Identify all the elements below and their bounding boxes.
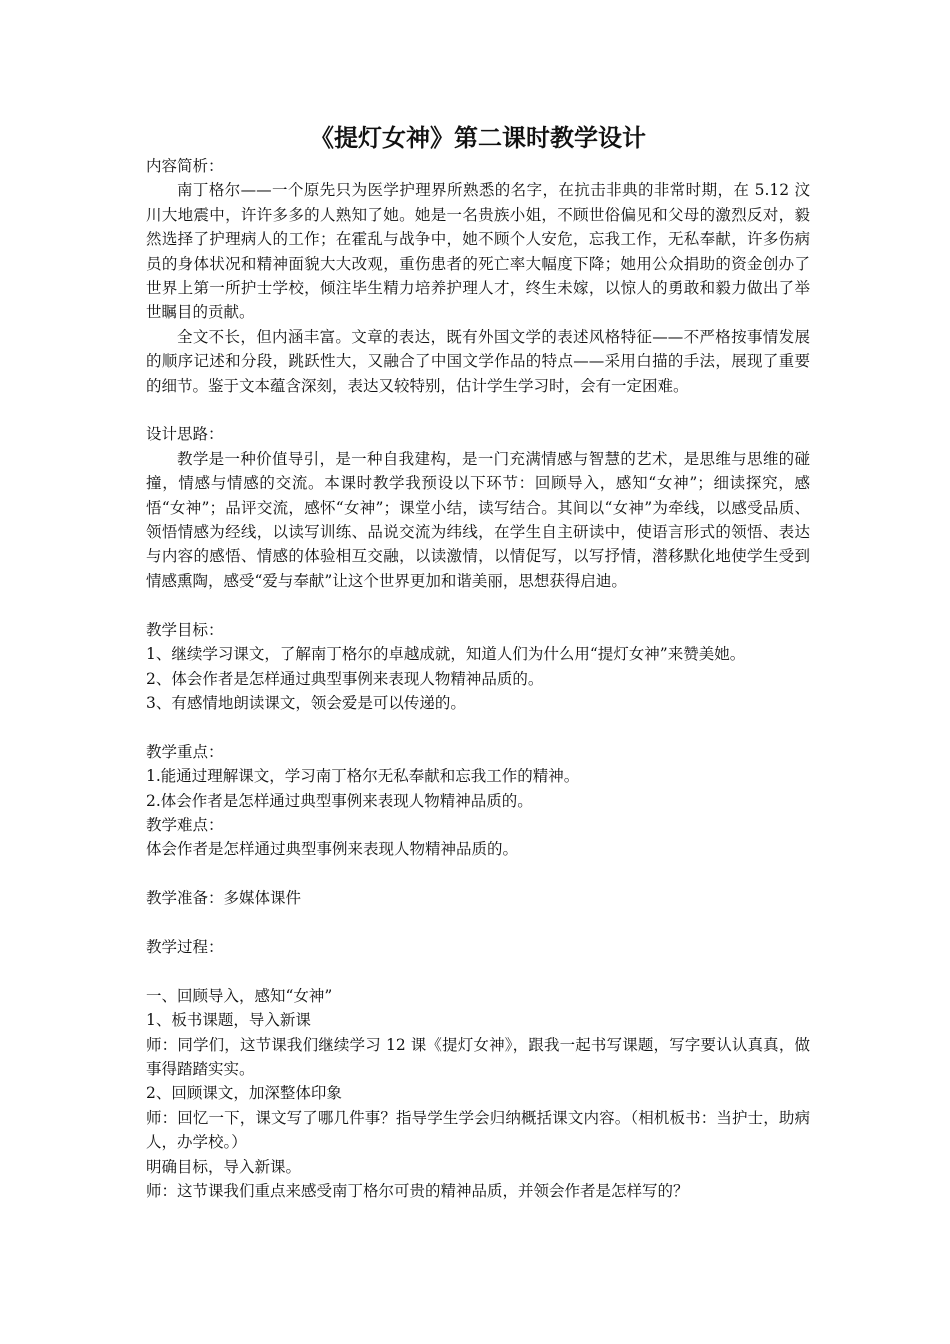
teacher-line: 师：这节课我们重点来感受南丁格尔可贵的精神品质，并领会作者是怎样写的？ [146, 1181, 689, 1200]
spacer [146, 959, 810, 983]
design-idea-paragraph: 教学是一种价值导引，是一种自我建构，是一门充满情感与智慧的艺术，是思维与思维的碰撞，情感与情感的交流。本课时教学我预设以下环节：回顾导入，感知“女神”；细读探究，感悟“女神”；品评交流，感怀“女神”；课堂小结，读写结合。其间以“女神”为牵线，以感受品质、领悟情感为经线，以读写训练、品说交流为纬线，在学生自主研读中，使语言形式的领悟、表达与内容的感悟、情感的体验相互交融，以读激情，以情促写，以写抒情，潜移默化地使学生受到情感熏陶，感受“爱与奉献”让这个世界更加和谐美丽，思想获得启迪。 [146, 449, 810, 590]
difficulty-text: 体会作者是怎样通过典型事例来表现人物精神品质的。 [146, 840, 519, 859]
spacer [146, 593, 810, 617]
document-page [146, 122, 810, 1203]
spacer [146, 911, 810, 935]
difficulty-heading: 教学难点： [146, 815, 224, 834]
key-point-item: 1.能通过理解课文，学习南丁格尔无私奉献和忘我工作的精神。 [146, 767, 580, 786]
goal-item: 2、体会作者是怎样通过典型事例来表现人物精神品质的。 [146, 669, 544, 688]
spacer [146, 862, 810, 886]
step-1-title: 1、板书课题，导入新课 [146, 1011, 311, 1030]
process-heading: 教学过程： [146, 937, 224, 956]
goal-statement: 明确目标，导入新课。 [146, 1157, 302, 1176]
spacer [146, 715, 810, 739]
preparation-line: 教学准备：多媒体课件 [146, 889, 302, 908]
document-title: 《提灯女神》第二课时教学设计 [310, 123, 646, 152]
goals-heading: 教学目标： [146, 620, 224, 639]
goal-item: 3、有感情地朗读课文，领会爱是可以传递的。 [146, 693, 466, 712]
key-point-item: 2.体会作者是怎样通过典型事例来表现人物精神品质的。 [146, 791, 533, 810]
key-points-heading: 教学重点： [146, 742, 224, 761]
design-idea-heading: 设计思路： [146, 425, 224, 444]
step-2-text: 师：回忆一下，课文写了哪几件事？指导学生学会归纳概括课文内容。（相机板书：当护士，助病人，办学校。） [146, 1108, 810, 1152]
content-analysis-heading: 内容简析： [146, 157, 224, 175]
section-1-title: 一、回顾导入，感知“女神” [146, 986, 333, 1005]
step-2-title: 2、回顾课文，加深整体印象 [146, 1084, 342, 1103]
goal-item: 1、继续学习课文，了解南丁格尔的卓越成就，知道人们为什么用“提灯女神”来赞美她。 [146, 645, 746, 664]
content-analysis-paragraph-1: 南丁格尔——一个原先只为医学护理界所熟悉的名字，在抗击非典的非常时期，在 5.12 汶川大地震中，许许多多的人熟知了她。她是一名贵族小姐，不顾世俗偏见和父母的激烈反对，毅然选择了护理病人的工作；在霍乱与战争中，她不顾个人安危，忘我工作，无私奉献，许多伤病员的身体状况和精神面貌大大改观，重伤患者的死亡率大幅度下降；她用公众捐助的资金创办了世界上第一所护士学校，倾注毕生精力培养护理人才，终生未嫁，以惊人的勇敢和毅力做出了举世瞩目的贡献。 [146, 181, 810, 322]
content-analysis-paragraph-2: 全文不长，但内涵丰富。文章的表达，既有外国文学的表述风格特征——不严格按事情发展的顺序记述和分段，跳跃性大，又融合了中国文学作品的特点——采用白描的手法，展现了重要的细节。鉴于文本蕴含深刻，表达又较特别，估计学生学习时，会有一定困难。 [146, 327, 810, 395]
step-1-text: 师：同学们，这节课我们继续学习 12 课《提灯女神》，跟我一起书写课题，写字要认认真真，做事得踏踏实实。 [146, 1035, 810, 1078]
spacer [146, 398, 810, 422]
